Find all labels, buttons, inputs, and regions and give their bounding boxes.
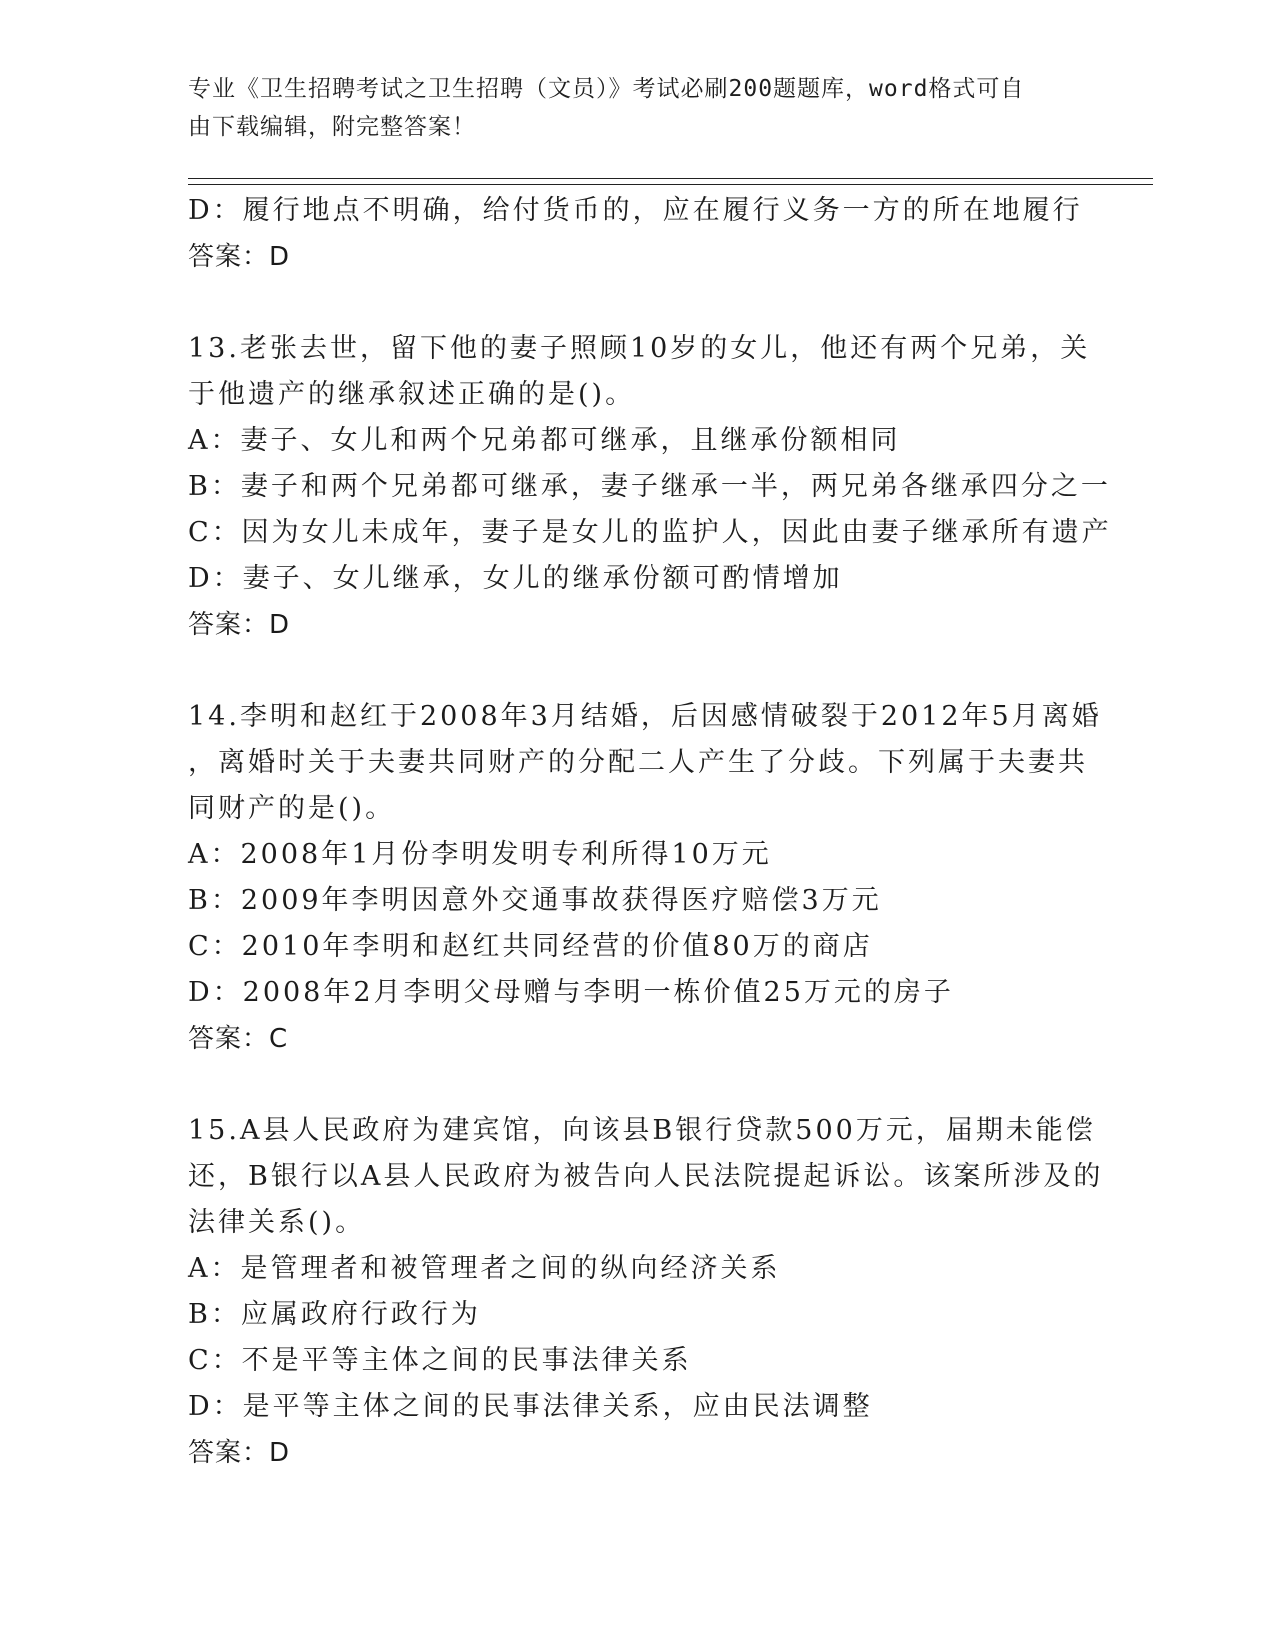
option-a: A：是管理者和被管理者之间的纵向经济关系: [188, 1253, 781, 1284]
question-text-line: 同财产的是()。: [188, 793, 396, 824]
question-text-line: 15.A县人民政府为建宾馆，向该县B银行贷款500万元，届期未能偿: [188, 1115, 1096, 1146]
question-text-line: 13.老张去世，留下他的妻子照顾10岁的女儿，他还有两个兄弟，关: [188, 333, 1091, 364]
header-line-1: 专业《卫生招聘考试之卫生招聘（文员）》考试必刷200题题库，word格式可自: [188, 76, 1025, 102]
question-text-line: 法律关系()。: [188, 1207, 366, 1238]
option-b: B：2009年李明因意外交通事故获得医疗赔偿3万元: [188, 885, 882, 916]
document-body: [188, 188, 1112, 1476]
option-a: A：2008年1月份李明发明专利所得10万元: [188, 839, 772, 870]
option-d: D：妻子、女儿继承，女儿的继承份额可酌情增加: [188, 563, 843, 594]
answer-line: 答案：D: [188, 242, 291, 272]
previous-question-tail: [188, 188, 1108, 280]
option-d: D：2008年2月李明父母赠与李明一栋价值25万元的房子: [188, 977, 954, 1008]
option-d: D：是平等主体之间的民事法律关系，应由民法调整: [188, 1391, 873, 1422]
question-text-line: 14.李明和赵红于2008年3月结婚，后因感情破裂于2012年5月离婚: [188, 701, 1102, 732]
option-c: C：2010年李明和赵红共同经营的价值80万的商店: [188, 931, 873, 962]
question-text-line: 还，B银行以A县人民政府为被告向人民法院提起诉讼。该案所涉及的: [188, 1161, 1104, 1192]
question-15: [188, 1108, 1108, 1476]
answer-line: 答案：C: [188, 1024, 289, 1054]
question-text-line: 于他遗产的继承叙述正确的是()。: [188, 379, 636, 410]
question-14: [188, 694, 1108, 1062]
answer-line: 答案：D: [188, 610, 291, 640]
option-c: C：因为女儿未成年，妻子是女儿的监护人，因此由妻子继承所有遗产: [188, 517, 1112, 548]
option-d: D：履行地点不明确，给付货币的，应在履行义务一方的所在地履行: [188, 195, 1083, 226]
question-text-line: ，离婚时关于夫妻共同财产的分配二人产生了分歧。下列属于夫妻共: [188, 747, 1088, 778]
option-c: C：不是平等主体之间的民事法律关系: [188, 1345, 692, 1376]
option-b: B：应属政府行政行为: [188, 1299, 481, 1330]
header-divider-top: [188, 178, 1153, 179]
header-line-2: 由下载编辑，附完整答案！: [188, 114, 476, 140]
document-header: [188, 70, 1088, 146]
option-b: B：妻子和两个兄弟都可继承，妻子继承一半，两兄弟各继承四分之一: [188, 471, 1111, 502]
option-a: A：妻子、女儿和两个兄弟都可继承，且继承份额相同: [188, 425, 901, 456]
header-divider-bottom: [188, 184, 1153, 185]
question-13: [188, 326, 1112, 648]
answer-line: 答案：D: [188, 1438, 291, 1468]
